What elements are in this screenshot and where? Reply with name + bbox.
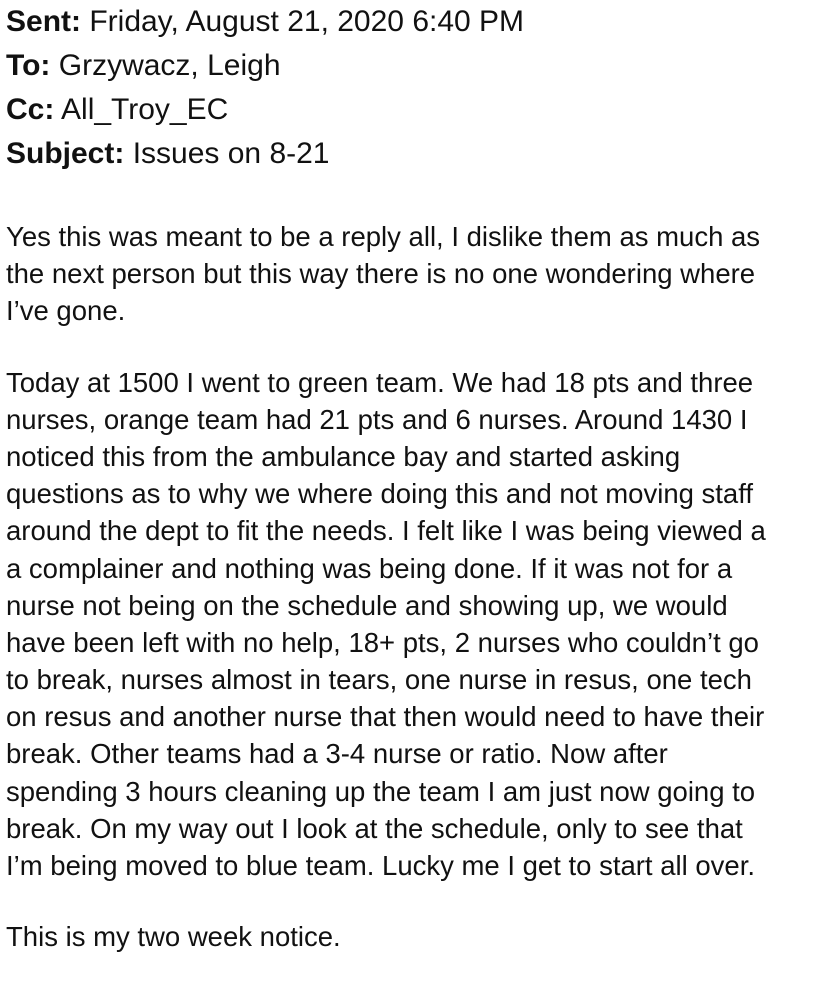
- to-line: [6, 44, 838, 88]
- email-body: [6, 218, 838, 955]
- body-line: nurse not being on the schedule and showing up, we would: [6, 589, 728, 621]
- sent-label: Sent:: [6, 5, 81, 38]
- to-label: To:: [6, 49, 51, 82]
- cc-line: [6, 88, 838, 132]
- body-line: questions as to why we where doing this and not moving staff: [6, 478, 754, 510]
- paragraph-closing: [6, 918, 838, 955]
- body-line: Yes this was meant to be a reply all, I dislike them as much as: [6, 221, 761, 252]
- body-line: This is my two week notice.: [6, 921, 341, 953]
- email-headers: [6, 0, 838, 176]
- cc-value: All_Troy_EC: [54, 93, 229, 126]
- subject-line: [6, 132, 838, 176]
- body-line: a complainer and nothing was being done. If it was not for a: [6, 552, 733, 584]
- body-line: nurses, orange team had 21 pts and 6 nurses. Around 1430 I: [6, 403, 748, 435]
- body-line: on resus and another nurse that then would need to have their: [6, 701, 765, 733]
- paragraph-main: [6, 364, 838, 885]
- body-line: noticed this from the ambulance bay and started asking: [6, 440, 681, 472]
- email-document: [6, 0, 838, 989]
- to-value: Grzywacz, Leigh: [50, 49, 281, 82]
- body-line: break. Other teams had a 3-4 nurse or ratio. Now after: [6, 738, 668, 770]
- body-line: the next person but this way there is no one wondering where: [6, 258, 756, 290]
- body-line: I’ve gone.: [6, 295, 126, 327]
- body-line: around the dept to fit the needs. I felt like I was being viewed a: [6, 515, 766, 547]
- body-line: Today at 1500 I went to green team. We had 18 pts and three: [6, 366, 754, 398]
- body-line: have been left with no help, 18+ pts, 2 nurses who couldn’t go: [6, 626, 759, 658]
- body-line: I’m being moved to blue team. Lucky me I get to start all over.: [6, 850, 755, 881]
- sent-line: [6, 0, 838, 44]
- sent-value: Friday, August 21, 2020 6:40 PM: [81, 5, 525, 38]
- cc-label: Cc:: [6, 93, 55, 126]
- body-line: break. On my way out I look at the schedule, only to see that: [6, 812, 743, 844]
- body-line: to break, nurses almost in tears, one nurse in resus, one tech: [6, 664, 752, 696]
- body-line: spending 3 hours cleaning up the team I am just now going to: [6, 775, 756, 807]
- subject-label: Subject:: [6, 137, 125, 170]
- paragraph-intro: [6, 218, 838, 330]
- subject-value: Issues on 8-21: [124, 137, 330, 170]
